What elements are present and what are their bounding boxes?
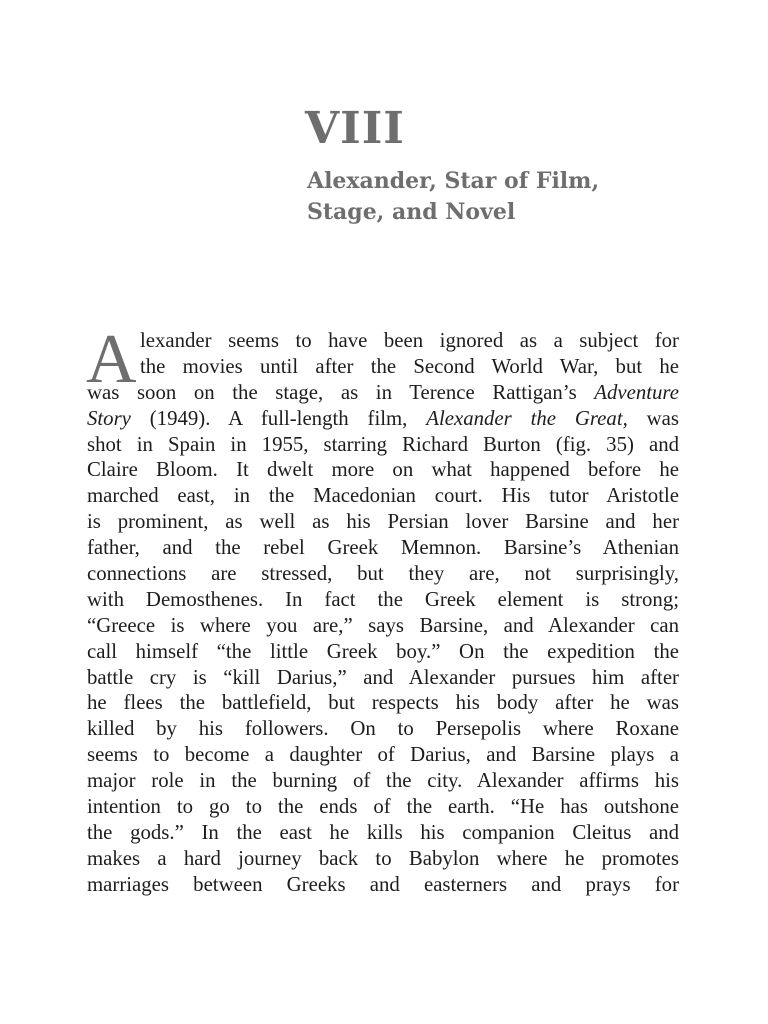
chapter-number: VIII	[305, 103, 405, 154]
text-line: with Demosthenes. In fact the Greek element is strong;	[87, 587, 679, 611]
text-line: connections are stressed, but they are, not surprisingly,	[87, 562, 679, 586]
text-segment: was	[627, 406, 680, 430]
text-line: lexander seems to have been ignored as a subject for	[140, 329, 679, 352]
chapter-title-line-2: Stage, and Novel	[307, 199, 516, 225]
text-line: is prominent, as well as his Persian lover Barsine and her	[87, 510, 679, 534]
text-line: the gods.” In the east he kills his companion Cleitus and	[87, 820, 679, 844]
text-line: killed by his followers. On to Persepolis where Roxane	[87, 717, 679, 741]
text-line: makes a hard journey back to Babylon where he promotes	[87, 846, 679, 870]
text-line: the movies until after the Second World War, but he	[140, 354, 679, 378]
text-line: marched east, in the Macedonian court. His tutor Aristotle	[87, 484, 679, 508]
text-line	[87, 406, 679, 432]
text-line: shot in Spain in 1955, starring Richard Burton (fig. 35) and	[87, 432, 679, 456]
text-line: battle cry is “kill Darius,” and Alexander pursues him after	[87, 665, 679, 689]
text-line: father, and the rebel Greek Memnon. Barsine’s Athenian	[87, 536, 679, 560]
text-segment: (1949). A full-length film,	[130, 406, 427, 430]
text-segment: was soon on the stage, as in Terence Rattigan’s	[87, 380, 595, 404]
text-line: intention to go to the ends of the earth. “He has outshone	[87, 795, 679, 819]
italic-title: Story	[87, 406, 131, 430]
text-line: he flees the battlefield, but respects his body after he was	[87, 691, 679, 715]
text-line: major role in the burning of the city. Alexander affirms his	[87, 769, 679, 793]
italic-title: Alexander the Great,	[426, 406, 628, 430]
chapter-title	[307, 166, 599, 228]
chapter-title-line-1: Alexander, Star of Film,	[307, 168, 600, 194]
text-line: marriages between Greeks and easterners and prays for	[87, 872, 679, 896]
text-line: “Greece is where you are,” says Barsine, and Alexander can	[87, 613, 679, 637]
text-line: Claire Bloom. It dwelt more on what happened before he	[87, 458, 679, 482]
text-line: seems to become a daughter of Darius, and Barsine plays a	[87, 743, 679, 767]
italic-title: Adventure	[594, 380, 679, 404]
text-line	[87, 380, 679, 406]
body-text	[86, 321, 680, 898]
drop-cap: A	[86, 321, 137, 398]
text-line: call himself “the little Greek boy.” On the expedition the	[87, 639, 679, 663]
